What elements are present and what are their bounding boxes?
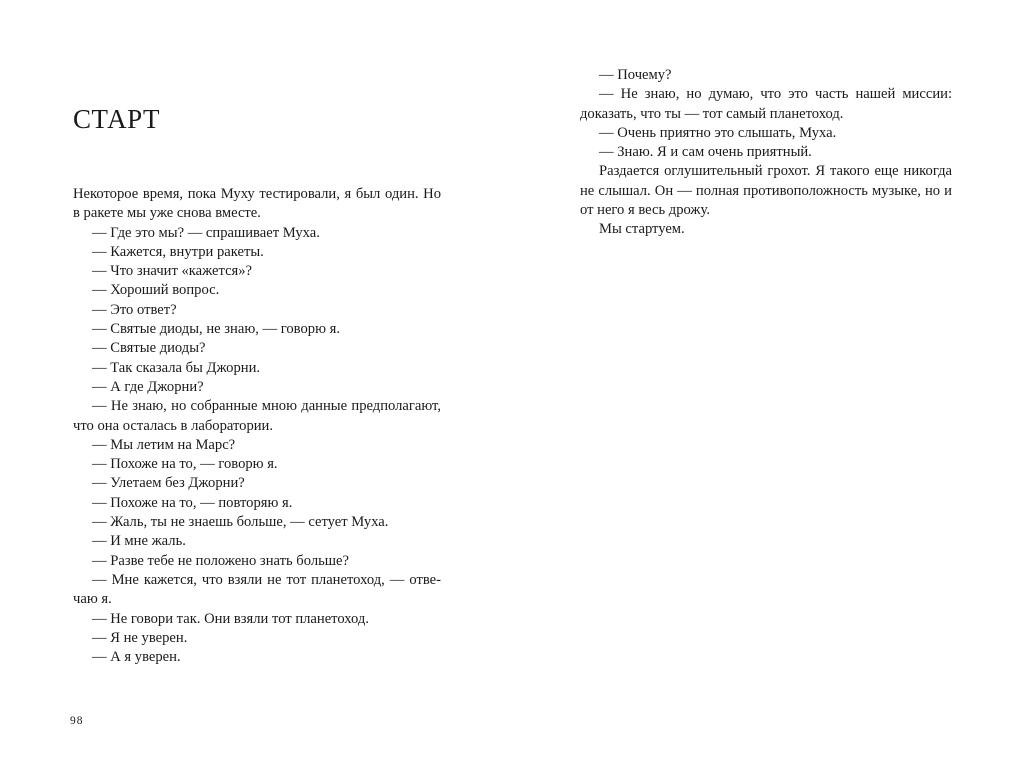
right-page-body	[580, 66, 952, 240]
paragraph: — Где это мы? — спрашивает Муха.	[92, 224, 320, 241]
paragraph: — Не знаю, но собранные мною данные предполагают, что она осталась в лаборатории.	[73, 398, 441, 434]
paragraph: — Кажется, внутри ракеты.	[92, 243, 264, 260]
page-number: 98	[70, 715, 84, 727]
paragraph: Некоторое время, пока Муху тестировали, я был один. Но в ракете мы уже снова вместе.	[73, 186, 441, 222]
paragraph: — А я уверен.	[92, 649, 181, 666]
paragraph: — Жаль, ты не знаешь больше, — сетует Муха.	[92, 514, 389, 531]
paragraph: — Хороший вопрос.	[92, 282, 220, 299]
paragraph: — Похоже на то, — говорю я.	[92, 456, 278, 473]
left-page-body	[73, 185, 441, 667]
paragraph: — Мы летим на Марс?	[92, 436, 236, 453]
paragraph: — Так сказала бы Джорни.	[92, 359, 261, 376]
paragraph: — Очень приятно это слышать, Муха.	[599, 124, 837, 141]
paragraph: — Святые диоды?	[92, 340, 206, 357]
paragraph: — Не знаю, но думаю, что это часть нашей миссии: доказать, что ты — тот самый планетоход.	[580, 86, 952, 122]
paragraph: — Не говори так. Они взяли тот планетоход.	[92, 610, 369, 627]
chapter-title: СТАРТ	[73, 104, 160, 134]
paragraph: — А где Джорни?	[92, 378, 204, 395]
paragraph: — Мне кажется, что взяли не тот планетоход, — отвечаю я.	[73, 571, 441, 608]
paragraph: — Что значит «кажется»?	[92, 263, 253, 280]
paragraph: — Знаю. Я и сам очень приятный.	[599, 144, 812, 161]
paragraph: — Разве тебе не положено знать больше?	[92, 552, 349, 569]
paragraph: — И мне жаль.	[92, 533, 186, 550]
paragraph: Мы стартуем.	[599, 221, 685, 238]
paragraph: — Святые диоды, не знаю, — говорю я.	[92, 321, 340, 338]
paragraph: — Похоже на то, — повторяю я.	[92, 494, 293, 511]
paragraph: — Почему?	[599, 67, 672, 83]
paragraph: — Это ответ?	[92, 301, 177, 318]
paragraph: — Улетаем без Джорни?	[92, 475, 245, 492]
paragraph: Раздается оглушительный грохот. Я такого еще никогда не слышал. Он — полная противоположность музыке, но и от него я весь дрожу.	[580, 163, 952, 219]
paragraph: — Я не уверен.	[92, 629, 188, 646]
